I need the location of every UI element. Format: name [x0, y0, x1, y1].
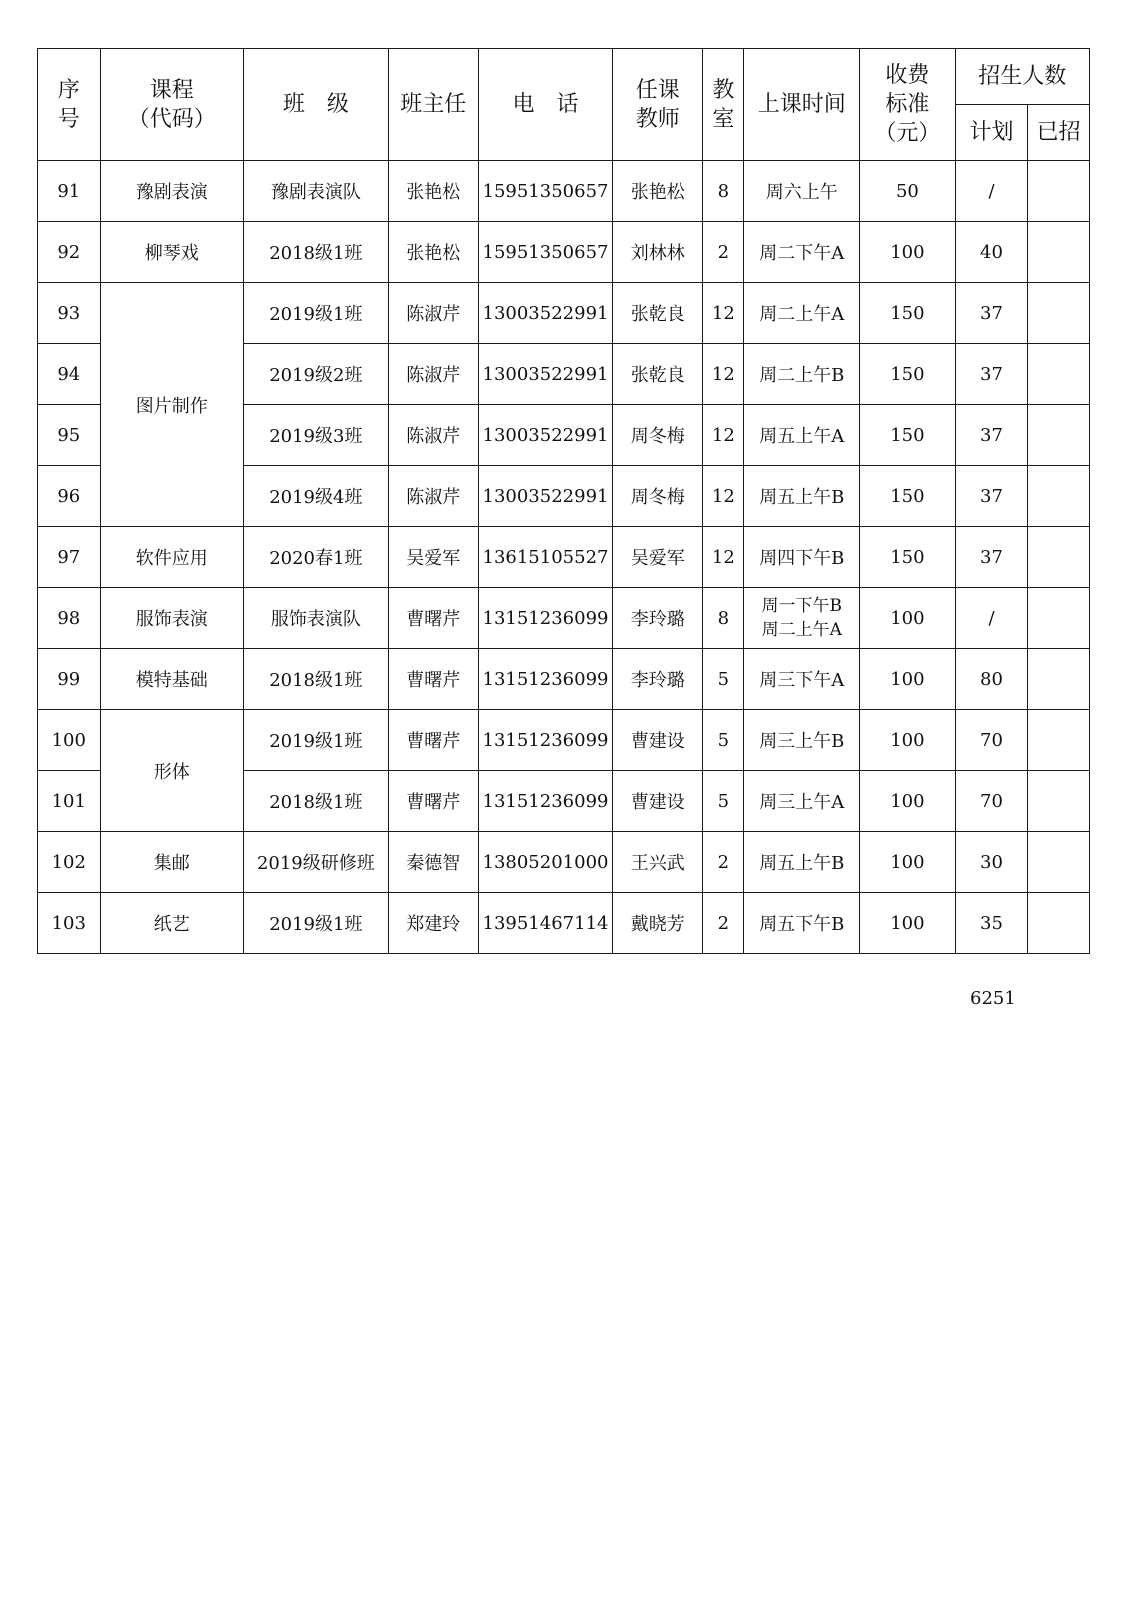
cell-plan: 35: [955, 893, 1028, 954]
cell-fee: 150: [860, 283, 955, 344]
table-header: [38, 49, 1090, 161]
cell-class: 豫剧表演队: [244, 161, 389, 222]
cell-class: 2020春1班: [244, 527, 389, 588]
cell-seq: 97: [38, 527, 101, 588]
cell-room: 2: [703, 222, 744, 283]
cell-plan: 37: [955, 527, 1028, 588]
cell-fee: 150: [860, 527, 955, 588]
cell-enrolled: [1028, 771, 1090, 832]
cell-room: 2: [703, 893, 744, 954]
cell-head-teacher: 曹曙芹: [388, 649, 478, 710]
table-row: [38, 649, 1090, 710]
table-row: [38, 893, 1090, 954]
time-slot: 周二上午A: [761, 620, 842, 640]
table-row: [38, 588, 1090, 649]
cell-room: 5: [703, 649, 744, 710]
cell-phone: 15951350657: [478, 222, 612, 283]
cell-enrolled: [1028, 344, 1090, 405]
cell-head-teacher: 郑建玲: [388, 893, 478, 954]
time-slot: 周三上午A: [759, 792, 845, 813]
table-row: [38, 283, 1090, 344]
header-class: 班 级: [244, 49, 389, 161]
header-enrolled: 已招: [1028, 105, 1090, 161]
table-row: [38, 222, 1090, 283]
cell-seq: 98: [38, 588, 101, 649]
cell-course: 软件应用: [100, 527, 244, 588]
time-slot: 周六上午: [765, 182, 838, 203]
cell-seq: 93: [38, 283, 101, 344]
time-slot: 周五上午B: [759, 487, 845, 508]
cell-head-teacher: 秦德智: [388, 832, 478, 893]
cell-teacher: 刘林林: [613, 222, 703, 283]
cell-course: 服饰表演: [100, 588, 244, 649]
cell-head-teacher: 陈淑芹: [388, 405, 478, 466]
cell-plan: 40: [955, 222, 1028, 283]
cell-head-teacher: 陈淑芹: [388, 283, 478, 344]
cell-course: 纸艺: [100, 893, 244, 954]
cell-teacher: 周冬梅: [613, 405, 703, 466]
cell-phone: 13151236099: [478, 588, 612, 649]
cell-head-teacher: 张艳松: [388, 161, 478, 222]
cell-teacher: 张乾良: [613, 344, 703, 405]
table-row: [38, 710, 1090, 771]
cell-course: 图片制作: [100, 283, 244, 527]
table-row: [38, 832, 1090, 893]
cell-enrolled: [1028, 832, 1090, 893]
cell-phone: 13805201000: [478, 832, 612, 893]
cell-head-teacher: 曹曙芹: [388, 771, 478, 832]
cell-fee: 150: [860, 405, 955, 466]
cell-plan: 37: [955, 405, 1028, 466]
cell-fee: 100: [860, 893, 955, 954]
cell-head-teacher: 张艳松: [388, 222, 478, 283]
cell-fee: 50: [860, 161, 955, 222]
cell-fee: 150: [860, 344, 955, 405]
cell-phone: 13003522991: [478, 283, 612, 344]
header-time: 上课时间: [744, 49, 860, 161]
page-number: 6251: [970, 988, 1016, 1009]
cell-course: 集邮: [100, 832, 244, 893]
time-slot: 周二上午A: [759, 304, 845, 325]
cell-teacher: 李玲璐: [613, 649, 703, 710]
cell-time: [744, 344, 860, 405]
cell-fee: 100: [860, 771, 955, 832]
cell-plan: 30: [955, 832, 1028, 893]
cell-head-teacher: 吴爱军: [388, 527, 478, 588]
cell-room: 5: [703, 771, 744, 832]
course-enrollment-table: [37, 48, 1090, 954]
cell-teacher: 张乾良: [613, 283, 703, 344]
cell-class: 2018级1班: [244, 649, 389, 710]
cell-seq: 100: [38, 710, 101, 771]
cell-plan: 70: [955, 771, 1028, 832]
cell-room: 8: [703, 588, 744, 649]
cell-seq: 94: [38, 344, 101, 405]
header-head-teacher: 班主任: [388, 49, 478, 161]
cell-room: 2: [703, 832, 744, 893]
header-course: 课程 （代码）: [100, 49, 244, 161]
time-slot: 周五上午A: [759, 426, 845, 447]
cell-room: 12: [703, 466, 744, 527]
cell-enrolled: [1028, 222, 1090, 283]
table-row: [38, 527, 1090, 588]
cell-room: 12: [703, 405, 744, 466]
time-slot: 周二下午A: [759, 243, 845, 264]
header-seq: 序 号: [38, 49, 101, 161]
header-phone: 电 话: [478, 49, 612, 161]
cell-phone: 13003522991: [478, 405, 612, 466]
cell-course: 柳琴戏: [100, 222, 244, 283]
cell-plan: 37: [955, 466, 1028, 527]
cell-room: 5: [703, 710, 744, 771]
cell-seq: 92: [38, 222, 101, 283]
cell-enrolled: [1028, 405, 1090, 466]
cell-time: [744, 893, 860, 954]
cell-time: [744, 466, 860, 527]
cell-room: 12: [703, 344, 744, 405]
cell-enrolled: [1028, 588, 1090, 649]
time-slot: 周五下午B: [759, 914, 845, 935]
cell-seq: 102: [38, 832, 101, 893]
cell-time: [744, 405, 860, 466]
cell-course: 模特基础: [100, 649, 244, 710]
cell-seq: 101: [38, 771, 101, 832]
cell-teacher: 吴爱军: [613, 527, 703, 588]
cell-class: 2019级3班: [244, 405, 389, 466]
cell-phone: 13003522991: [478, 466, 612, 527]
cell-time: [744, 588, 860, 649]
cell-plan: 70: [955, 710, 1028, 771]
cell-teacher: 曹建设: [613, 771, 703, 832]
cell-time: [744, 832, 860, 893]
cell-head-teacher: 曹曙芹: [388, 710, 478, 771]
header-plan: 计划: [955, 105, 1028, 161]
cell-enrolled: [1028, 161, 1090, 222]
cell-time: [744, 222, 860, 283]
cell-phone: 13151236099: [478, 710, 612, 771]
cell-fee: 100: [860, 588, 955, 649]
time-slot: 周二上午B: [759, 365, 845, 386]
header-teacher: 任课 教师: [613, 49, 703, 161]
cell-fee: 100: [860, 649, 955, 710]
cell-enrolled: [1028, 527, 1090, 588]
cell-head-teacher: 曹曙芹: [388, 588, 478, 649]
cell-class: 2019级4班: [244, 466, 389, 527]
header-room: 教 室: [703, 49, 744, 161]
cell-phone: 13151236099: [478, 649, 612, 710]
cell-enrolled: [1028, 283, 1090, 344]
cell-room: 12: [703, 283, 744, 344]
cell-phone: 15951350657: [478, 161, 612, 222]
cell-class: 2018级1班: [244, 771, 389, 832]
cell-fee: 100: [860, 222, 955, 283]
cell-plan: 80: [955, 649, 1028, 710]
cell-head-teacher: 陈淑芹: [388, 344, 478, 405]
cell-phone: 13951467114: [478, 893, 612, 954]
cell-enrolled: [1028, 710, 1090, 771]
cell-teacher: 张艳松: [613, 161, 703, 222]
cell-time: [744, 710, 860, 771]
cell-phone: 13003522991: [478, 344, 612, 405]
cell-class: 服饰表演队: [244, 588, 389, 649]
cell-seq: 99: [38, 649, 101, 710]
cell-class: 2019级1班: [244, 710, 389, 771]
time-slot: 周三上午B: [759, 731, 845, 752]
time-slot: 周三下午A: [759, 670, 845, 691]
cell-teacher: 曹建设: [613, 710, 703, 771]
cell-seq: 95: [38, 405, 101, 466]
header-enroll: 招生人数: [955, 49, 1089, 105]
time-slot: 周四下午B: [759, 548, 845, 569]
cell-teacher: 戴晓芳: [613, 893, 703, 954]
cell-course: 豫剧表演: [100, 161, 244, 222]
table-row: [38, 161, 1090, 222]
cell-time: [744, 283, 860, 344]
cell-teacher: 王兴武: [613, 832, 703, 893]
cell-class: 2019级1班: [244, 893, 389, 954]
cell-fee: 100: [860, 832, 955, 893]
cell-phone: 13151236099: [478, 771, 612, 832]
cell-seq: 96: [38, 466, 101, 527]
cell-course: 形体: [100, 710, 244, 832]
cell-seq: 103: [38, 893, 101, 954]
cell-enrolled: [1028, 466, 1090, 527]
cell-seq: 91: [38, 161, 101, 222]
cell-head-teacher: 陈淑芹: [388, 466, 478, 527]
cell-fee: 150: [860, 466, 955, 527]
cell-teacher: 李玲璐: [613, 588, 703, 649]
cell-plan: 37: [955, 344, 1028, 405]
cell-enrolled: [1028, 893, 1090, 954]
cell-time: [744, 527, 860, 588]
table-body: [38, 161, 1090, 954]
time-slot: 周五上午B: [759, 853, 845, 874]
cell-fee: 100: [860, 710, 955, 771]
cell-plan: 37: [955, 283, 1028, 344]
cell-class: 2018级1班: [244, 222, 389, 283]
cell-class: 2019级研修班: [244, 832, 389, 893]
cell-class: 2019级2班: [244, 344, 389, 405]
cell-plan: /: [955, 161, 1028, 222]
cell-room: 8: [703, 161, 744, 222]
cell-teacher: 周冬梅: [613, 466, 703, 527]
cell-room: 12: [703, 527, 744, 588]
header-fee: 收费 标准 （元）: [860, 49, 955, 161]
cell-time: [744, 161, 860, 222]
cell-time: [744, 649, 860, 710]
time-slot: 周一下午B: [761, 596, 843, 616]
cell-enrolled: [1028, 649, 1090, 710]
cell-plan: /: [955, 588, 1028, 649]
cell-time: [744, 771, 860, 832]
cell-phone: 13615105527: [478, 527, 612, 588]
cell-class: 2019级1班: [244, 283, 389, 344]
